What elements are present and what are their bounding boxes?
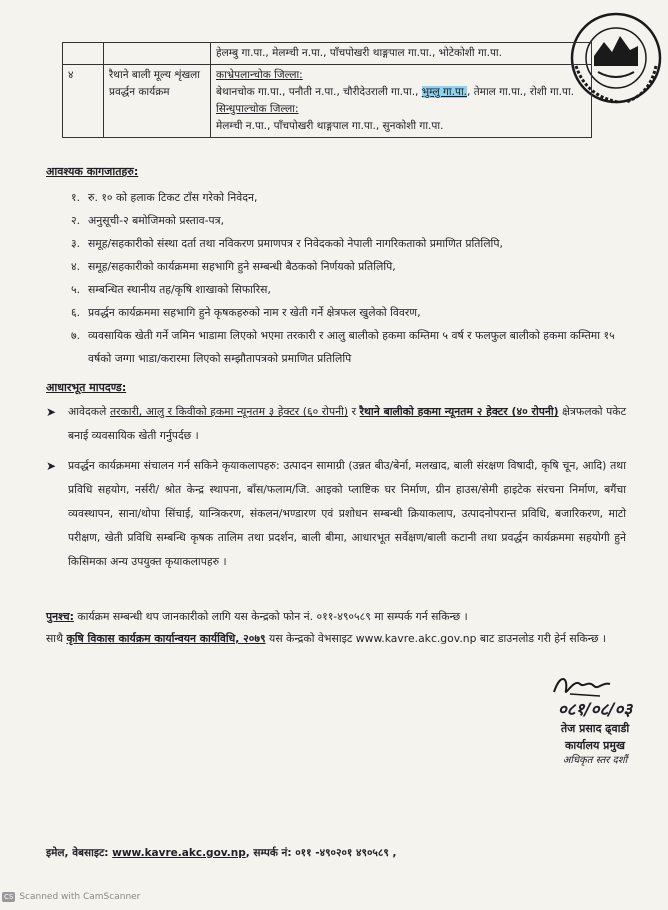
municipality-cell: [211, 65, 592, 138]
list-item: ६. प्रवर्द्धन कार्यक्रममा सहभागि हुने कृषकहरुको नाम र खेती गर्ने क्षेत्रफल खुलेको विवरण,: [70, 306, 421, 319]
list-item: १. रु. १० को हलाक टिकट टाँस गरेको निवेदन,: [70, 191, 258, 204]
criteria-item: ➤ आवेदकले तरकारी, आलु र किवीको हकमा न्यूनतम ३ हेक्टर (६० रोपनी) र रैथाने बालीको हकमा न्यूनतम २ हेक्टर (४० रोपनी) क्षेत्रफलको पकेट बनाई व्यवसायिक खेती गर्नुपर्दछ ।: [46, 400, 626, 448]
handwritten-signature-icon: [550, 672, 620, 700]
footer-contact: इमेल, वेबसाइट: www.kavre.akc.gov.np, सम्पर्क नं: ०११ -४९०२०१ ४९०५८९ ,: [46, 847, 397, 859]
activities-text: प्रवर्द्धन कार्यक्रममा संचालन गर्न सकिने कृयाकलापहरु: उत्पादन सामाग्री (उन्नत बीउ/बेर्ना, मलखाद, बाली संरक्षण विषादी, कृषि चून, आदि) तथा प्रविधि सहयोग, नर्सरी/ श्रोत केन्द्र स्थापना, बाँस/फलाम/जि. आइको प्लाष्टिक घर निर्माण, ग्रीन हाउस/सेमी हाइटेक संरचना निर्माण, बगैंचा व्यवस्थापन, साना/थोपा सिंचाई, यान्त्रिकरण, संकलन/भण्डारण एवं प्रशोधन सम्बन्धी क्रियाकलाप, उत्पादनोपरान्त प्रविधि, बजारिकरण, माटो परीक्षण, खेती प्रविधि सम्बन्धि कृषक तालिम तथा प्रदर्शन, बाली बीमा, आधारभूत सर्वेक्षण/बाली कटानी तथा प्रवर्द्धन कार्यक्रममा सहयोगी हुने किसिमका अन्य उपयुक्त कृयाकलापहरु ।: [68, 459, 626, 568]
list-item: ४. समूह/सहकारीको कार्यक्रममा सहभागि हुने सम्बन्धी बैठकको निर्णयको प्रतिलिपि,: [70, 260, 396, 273]
kavre-municipalities: बेथानचोक गा.पा., पनौती न.पा., चौरीदेउराली गा.पा.,: [216, 86, 419, 98]
signature-block: [520, 672, 668, 768]
vegetable-area-requirement: तरकारी, आलु र किवीको हकमा न्यूनतम ३ हेक्टर (६० रोपनी): [109, 405, 349, 418]
signatory-rank: अधिकृत स्तर दशौं: [562, 755, 628, 766]
district-sindhupalchok-label: सिन्धुपाल्चोक जिल्ला:: [216, 103, 299, 115]
highlighted-municipality: भुम्लु गा.पा.: [421, 86, 468, 98]
camscanner-icon: CS: [4, 893, 14, 901]
criteria-heading: आधारभूत मापदण्ड:: [46, 381, 127, 394]
sindhupalchok-municipalities: मेलम्ची न.पा., पाँचपोखरी थाङ्गपाल गा.पा., सुनकोशी गा.पा.: [216, 120, 444, 132]
procedure-name: कृषि विकास कार्यक्रम कार्यान्वयन कार्यविधि, २०७९: [66, 632, 266, 645]
website-link[interactable]: www.kavre.akc.gov.np: [112, 847, 246, 859]
native-crop-area-requirement: रैथाने बालीको हकमा न्यूनतम २ हेक्टर (४० रोपनी): [359, 405, 559, 418]
signature-date: ०८१/०८/०३: [557, 700, 633, 720]
list-item: २. अनुसूची-२ बमोजिमको प्रस्ताव-पत्र,: [70, 214, 225, 227]
documents-heading: आवश्यक कागजातहरु:: [46, 165, 139, 178]
postscript-label: पुनश्च:: [46, 610, 74, 623]
district-kavre-label: काभ्रेपलान्चोक जिल्ला:: [216, 69, 303, 81]
documents-list: [46, 186, 626, 370]
list-item: ७. व्यवसायिक खेती गर्ने जमिन भाडामा लिएको भएमा तरकारी र आलु बालीको हकमा कम्तिमा ५ वर्ष र फलफुल बालीको हकमा कम्तिमा १५ वर्षको जग्गा भाडा/करारमा लिएको सम्झौतापत्रको प्रमाणित प्रतिलिपि: [70, 329, 615, 365]
postscript-note: पुनश्च: कार्यक्रम सम्बन्धी थप जानकारीको लागि यस केन्द्रको फोन नं. ०११-४९०५८९ मा सम्पर्क गर्न सकिन्छ । साथै कृषि विकास कार्यक्रम कार्यान्वयन कार्यविधि, २०७९ यस केन्द्रको वेभसाइट www.kavre.akc.gov.np बाट डाउनलोड गरी हेर्न सकिन्छ ।: [46, 610, 606, 645]
signatory-title: कार्यालय प्रमुख: [564, 739, 626, 752]
table-row: [63, 65, 592, 138]
criteria-list: [46, 400, 626, 580]
arrow-bullet-icon: ➤: [46, 405, 57, 419]
list-item: ५. सम्बन्धित स्थानीय तह/कृषि शाखाको सिफारिस,: [70, 283, 271, 296]
criteria-item: [46, 454, 626, 574]
kavre-municipalities-cont: , तेमाल गा.पा., रोशी गा.पा.: [467, 86, 574, 98]
list-item: ३. समूह/सहकारीको संस्था दर्ता तथा नविकरण प्रमाणपत्र र निवेदकको नेपाली नागरिकताको प्रमाणित प्रतिलिपि,: [70, 237, 503, 250]
arrow-bullet-icon: ➤: [46, 459, 57, 473]
program-table: [62, 42, 592, 138]
scanner-watermark: CS Scanned with CamScanner: [4, 892, 141, 902]
row-number: ४: [63, 65, 104, 138]
signatory-name: तेज प्रसाद ढ्वाडी: [560, 722, 630, 735]
program-name: रैथाने बाली मूल्य शृंखला प्रवर्द्धन कार्यक्रम: [104, 65, 211, 138]
table-row: [63, 43, 592, 65]
municipality-list: हेलम्बु गा.पा., मेलम्ची न.पा., पाँचपोखरी थाङ्गपाल गा.पा., भोटेकोशी गा.पा.: [211, 43, 592, 65]
